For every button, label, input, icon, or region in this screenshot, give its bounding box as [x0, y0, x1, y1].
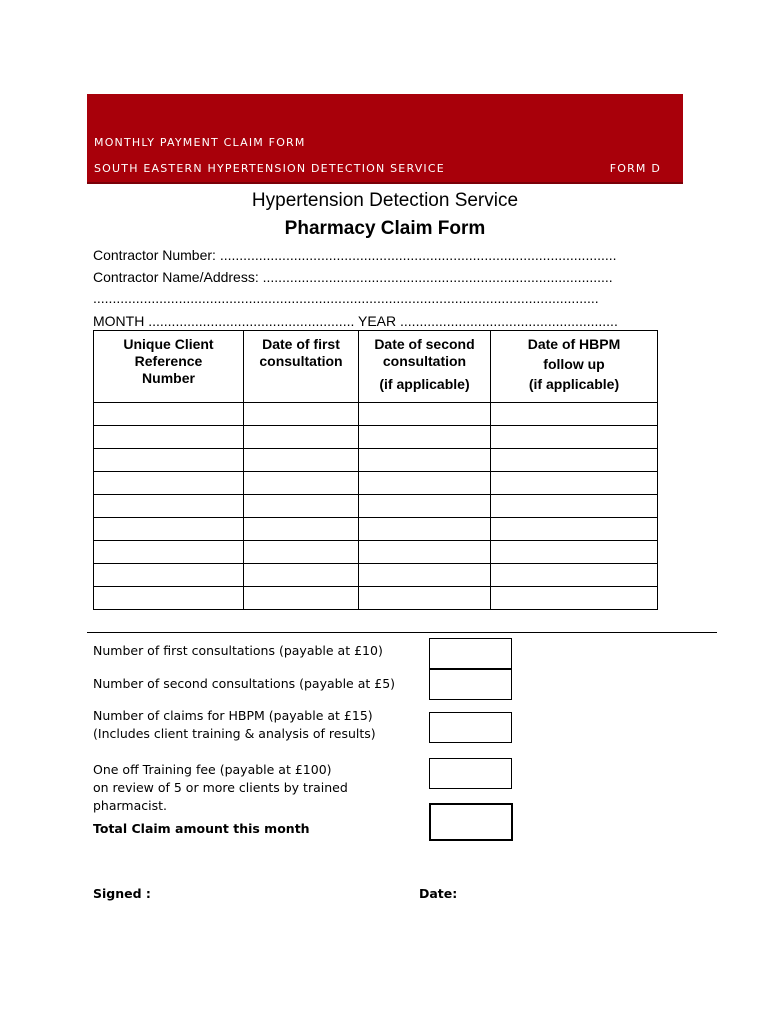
hbpm-claims-label: [93, 707, 376, 743]
total-claim-box[interactable]: [429, 803, 513, 841]
table-cell[interactable]: [359, 541, 491, 564]
column-header-hbpm-follow-up: [491, 331, 658, 403]
table-cell[interactable]: [94, 426, 244, 449]
hbpm-claims-note: (Includes client training & analysis of results): [93, 726, 376, 741]
header-text: Reference: [134, 353, 203, 369]
contractor-address-continued-field[interactable]: ..................................................................................................................................: [93, 290, 599, 306]
table-cell[interactable]: [94, 449, 244, 472]
table-cell[interactable]: [359, 518, 491, 541]
form-title: Pharmacy Claim Form: [284, 218, 486, 239]
table-cell[interactable]: [491, 541, 658, 564]
header-text: Unique Client: [123, 336, 214, 352]
table-row: [94, 403, 658, 426]
table-cell[interactable]: [491, 587, 658, 610]
training-fee-line: One off Training fee (payable at £100): [93, 762, 332, 777]
table-cell[interactable]: [244, 541, 359, 564]
training-fee-line: pharmacist.: [93, 798, 168, 813]
hbpm-claims-line: Number of claims for HBPM (payable at £15): [93, 708, 373, 723]
table-cell[interactable]: [94, 518, 244, 541]
section-divider: [87, 632, 717, 633]
table-cell[interactable]: [359, 587, 491, 610]
form-header-banner: [87, 94, 683, 182]
header-text: Number: [142, 370, 195, 386]
header-text: consultation: [382, 353, 467, 369]
table-cell[interactable]: [491, 472, 658, 495]
table-cell[interactable]: [244, 518, 359, 541]
table-cell[interactable]: [94, 403, 244, 426]
column-header-client-reference: [94, 331, 244, 403]
table-cell[interactable]: [359, 495, 491, 518]
month-year-field[interactable]: MONTH ..................................................... YEAR ........................................................: [93, 313, 618, 329]
claims-table: [93, 330, 658, 610]
table-cell[interactable]: [491, 426, 658, 449]
signed-label: Signed :: [93, 886, 151, 901]
service-name-heading: SOUTH EASTERN HYPERTENSION DETECTION SERVICE: [94, 162, 445, 175]
contractor-number-field[interactable]: Contractor Number: ......................................................................................................: [93, 247, 617, 263]
banner-underline: [87, 182, 683, 184]
training-fee-box[interactable]: [429, 758, 512, 789]
table-row: [94, 541, 658, 564]
header-text: Date of HBPM: [527, 336, 621, 352]
form-type-heading: MONTHLY PAYMENT CLAIM FORM: [94, 136, 306, 149]
second-consultations-label: Number of second consultations (payable at £5): [93, 676, 396, 691]
total-claim-label: Total Claim amount this month: [93, 821, 310, 836]
table-row: [94, 518, 658, 541]
table-cell[interactable]: [359, 426, 491, 449]
header-text: follow up: [543, 356, 605, 372]
table-row: [94, 587, 658, 610]
table-row: [94, 495, 658, 518]
table-cell[interactable]: [244, 564, 359, 587]
table-cell[interactable]: [244, 495, 359, 518]
table-cell[interactable]: [94, 495, 244, 518]
table-cell[interactable]: [491, 495, 658, 518]
training-fee-line: on review of 5 or more clients by trained: [93, 780, 348, 795]
contractor-name-address-field[interactable]: Contractor Name/Address: ..........................................................................................: [93, 269, 613, 285]
table-row: [94, 449, 658, 472]
table-cell[interactable]: [244, 449, 359, 472]
first-consultations-label: Number of first consultations (payable at £10): [93, 643, 383, 658]
column-header-second-consultation: [359, 331, 491, 403]
table-cell[interactable]: [491, 518, 658, 541]
form-code-label: FORM D: [609, 162, 661, 175]
header-text: (if applicable): [379, 376, 470, 392]
table-cell[interactable]: [359, 564, 491, 587]
second-consultations-box[interactable]: [429, 669, 512, 700]
table-cell[interactable]: [94, 472, 244, 495]
table-cell[interactable]: [94, 564, 244, 587]
table-cell[interactable]: [94, 587, 244, 610]
header-text: consultation: [259, 353, 343, 369]
hbpm-claims-box[interactable]: [429, 712, 512, 743]
header-text: Date of first: [262, 336, 340, 352]
column-header-first-consultation: [244, 331, 359, 403]
table-cell[interactable]: [491, 564, 658, 587]
table-row: [94, 564, 658, 587]
table-cell[interactable]: [244, 403, 359, 426]
table-cell[interactable]: [244, 472, 359, 495]
first-consultations-box[interactable]: [429, 638, 512, 669]
table-cell[interactable]: [94, 541, 244, 564]
training-fee-label: [93, 761, 348, 815]
table-header-row: [94, 331, 658, 403]
table-cell[interactable]: [359, 403, 491, 426]
header-text: Date of second: [374, 336, 475, 352]
table-cell[interactable]: [491, 403, 658, 426]
table-cell[interactable]: [244, 426, 359, 449]
table-cell[interactable]: [359, 449, 491, 472]
table-cell[interactable]: [491, 449, 658, 472]
table-row: [94, 472, 658, 495]
table-cell[interactable]: [359, 472, 491, 495]
header-text: (if applicable): [528, 376, 620, 392]
date-label: Date:: [419, 886, 458, 901]
table-cell[interactable]: [244, 587, 359, 610]
table-row: [94, 426, 658, 449]
service-title: Hypertension Detection Service: [251, 190, 519, 211]
